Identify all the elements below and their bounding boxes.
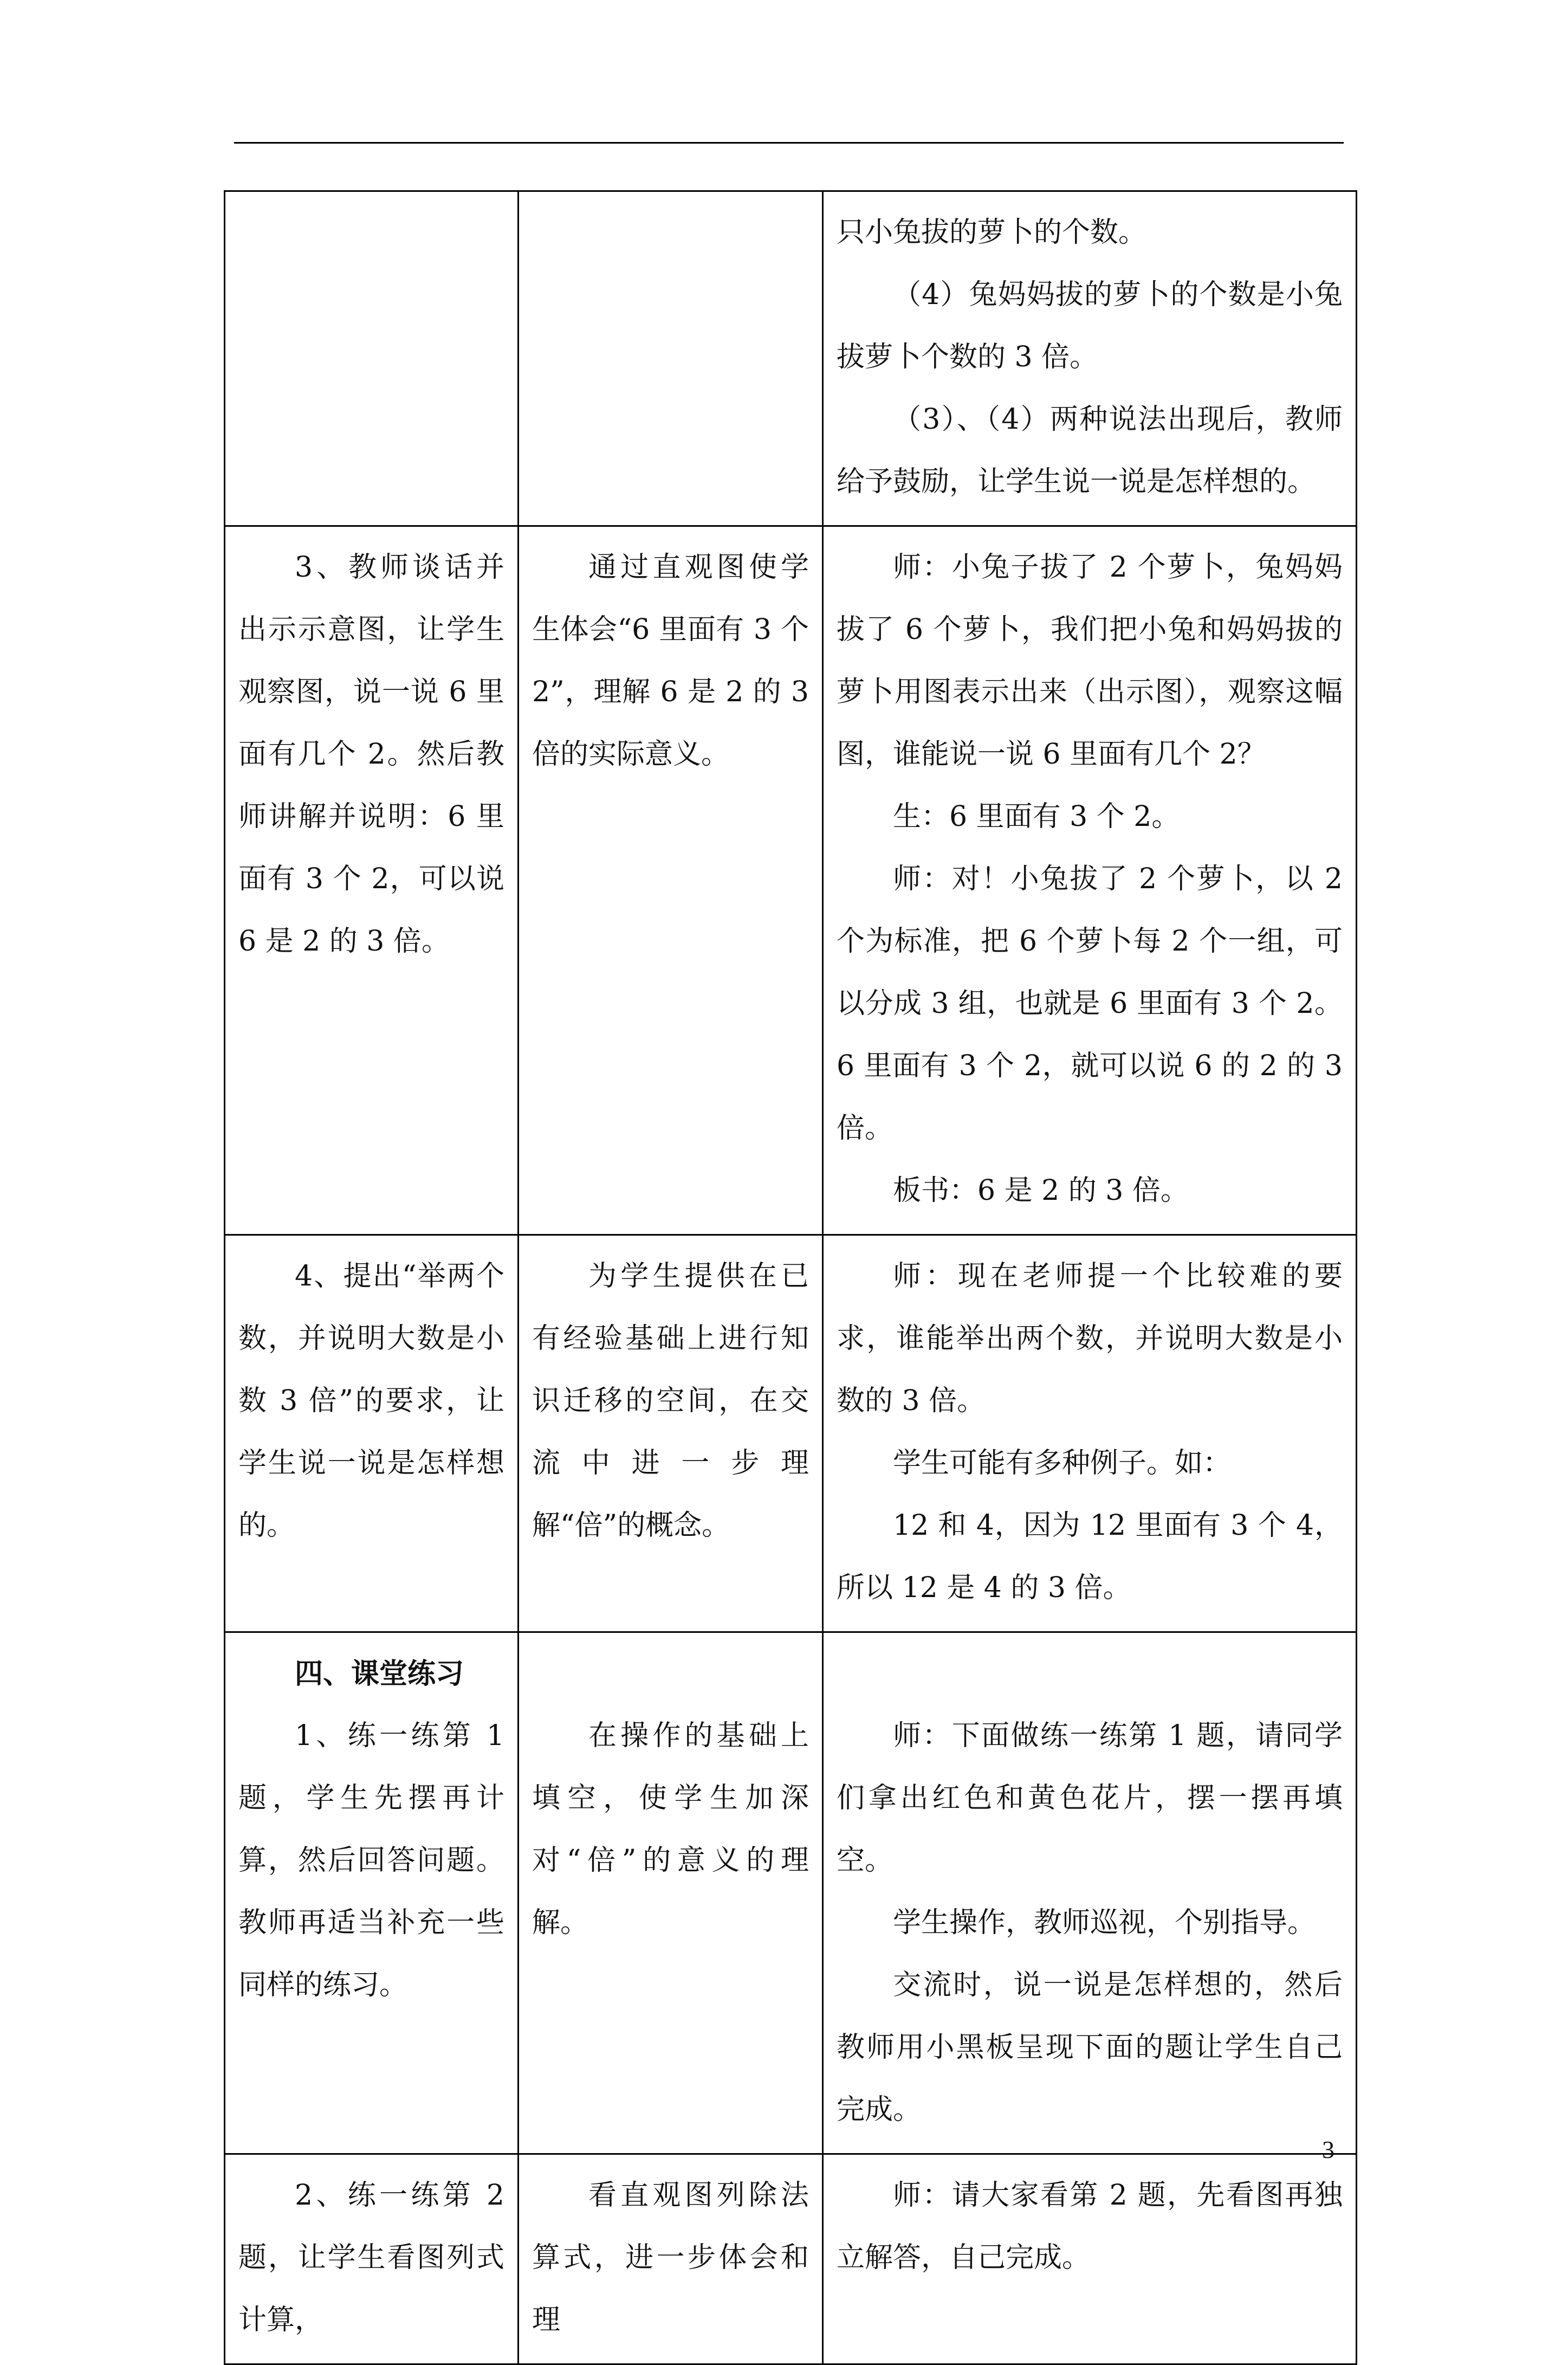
cell-paragraph — [532, 1643, 809, 1705]
cell-paragraph: 12 和 4，因为 12 里面有 3 个 4，所以 12 是 4 的 3 倍。 — [837, 1509, 1343, 1604]
cell-paragraph: 交流时，说一说是怎样想的，然后教师用小黑板呈现下面的题让学生自己完成。 — [837, 1969, 1343, 2126]
table-cell-col2 — [519, 526, 823, 1235]
table-cell-col2 — [519, 2154, 823, 2364]
cell-paragraph: 通过直观图使学生体会“6 里面有 3 个 2”，理解 6 是 2 的 3 倍的实际意义。 — [532, 551, 809, 771]
table-cell-col3 — [823, 191, 1357, 526]
cell-paragraph: 师：小兔子拔了 2 个萝卜，兔妈妈拔了 6 个萝卜，我们把小兔和妈妈拔的萝卜用图表示出来（出示图），观察这幅图，谁能说一说 6 里面有几个 2？ — [837, 551, 1343, 771]
cell-paragraph: 2、练一练第 2 题，让学生看图列式计算， — [238, 2179, 504, 2336]
cell-paragraph: 为学生提供在已有经验基础上进行知识迁移的空间，在交流中进一步理解“倍”的概念。 — [532, 1260, 809, 1542]
cell-paragraph: 师：请大家看第 2 题，先看图再独立解答，自己完成。 — [837, 2179, 1343, 2274]
table-cell-col2 — [519, 1632, 823, 2154]
table-cell-col3 — [823, 1632, 1357, 2154]
table-row — [225, 526, 1357, 1235]
cell-paragraph: 学生可能有多种例子。如： — [893, 1447, 1232, 1479]
table-row — [225, 1235, 1357, 1632]
cell-paragraph: 生：6 里面有 3 个 2。 — [893, 800, 1180, 833]
cell-paragraph: 师：对！小兔拔了 2 个萝卜，以 2 个为标准，把 6 个萝卜每 2 个一组，可以分成 3 组，也就是 6 里面有 3 个 2。6 里面有 3 个 2，就可以说 6 的 2 的 3 倍。 — [837, 863, 1343, 1145]
cell-paragraph: 3、教师谈话并出示示意图，让学生观察图，说一说 6 里面有几个 2。然后教师讲解并说明：6 里面有 3 个 2，可以说 6 是 2 的 3 倍。 — [238, 551, 504, 958]
table-cell-col3 — [823, 2154, 1357, 2364]
table-cell-col1 — [225, 191, 519, 526]
table-cell-col2 — [519, 1235, 823, 1632]
cell-paragraph: （3）、（4）两种说法出现后，教师给予鼓励，让学生说一说是怎样想的。 — [837, 403, 1343, 498]
cell-paragraph: 看直观图列除法算式，进一步体会和理 — [532, 2179, 809, 2336]
table-row — [225, 191, 1357, 526]
cell-paragraph: 4、提出“举两个数，并说明大数是小数 3 倍”的要求，让学生说一说是怎样想的。 — [238, 1260, 504, 1542]
table-row — [225, 1632, 1357, 2154]
page-number: 3 — [1322, 2136, 1334, 2163]
cell-paragraph: 1、练一练第 1 题，学生先摆再计算，然后回答问题。教师再适当补充一些同样的练习。 — [238, 1720, 504, 2001]
cell-paragraph: 师：下面做练一练第 1 题，请同学们拿出红色和黄色花片，摆一摆再填空。 — [837, 1720, 1343, 1877]
table-cell-col1 — [225, 1235, 519, 1632]
cell-paragraph — [837, 1643, 1343, 1705]
cell-paragraph: （4）兔妈妈拔的萝卜的个数是小兔拔萝卜个数的 3 倍。 — [837, 279, 1343, 373]
header-rule — [234, 142, 1344, 144]
section-heading: 四、课堂练习 — [295, 1657, 464, 1690]
table-cell-col1 — [225, 526, 519, 1235]
cell-paragraph: 学生操作，教师巡视，个别指导。 — [893, 1907, 1316, 1939]
table-cell-col1 — [225, 2154, 519, 2364]
cell-paragraph: 只小兔拔的萝卜的个数。 — [837, 216, 1147, 249]
table-cell-col3 — [823, 526, 1357, 1235]
cell-paragraph: 在操作的基础上填空，使学生加深对“倍”的意义的理解。 — [532, 1720, 809, 1939]
cell-paragraph: 板书：6 是 2 的 3 倍。 — [893, 1174, 1189, 1207]
lesson-plan-table — [224, 190, 1357, 2365]
table-cell-col1 — [225, 1632, 519, 2154]
table-row — [225, 2154, 1357, 2364]
table-cell-col3 — [823, 1235, 1357, 1632]
table-cell-col2 — [519, 191, 823, 526]
cell-paragraph: 师：现在老师提一个比较难的要求，谁能举出两个数，并说明大数是小数的 3 倍。 — [837, 1260, 1343, 1417]
